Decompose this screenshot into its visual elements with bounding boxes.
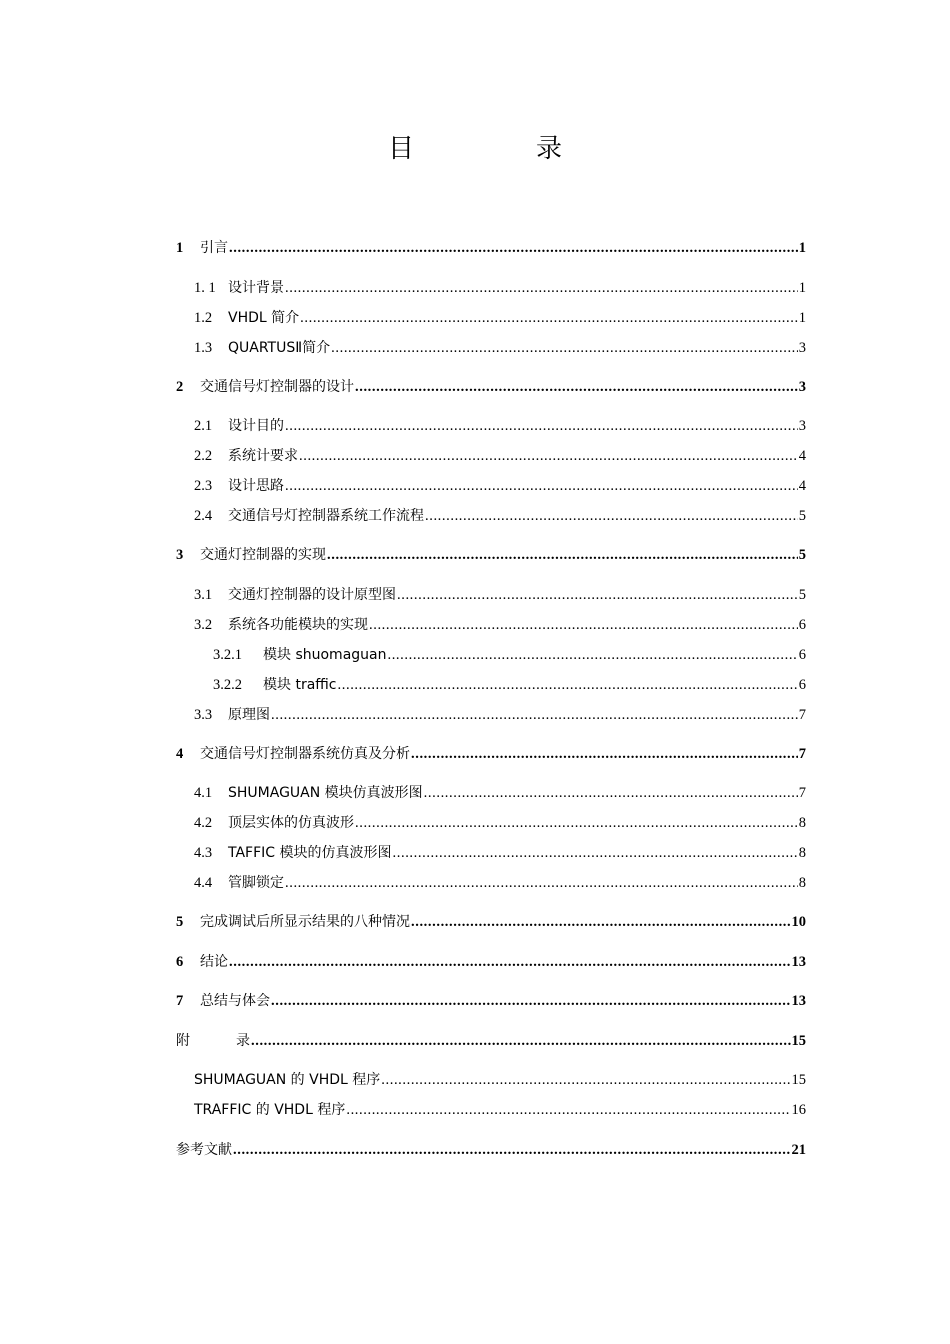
toc-dot-leader [338, 675, 798, 695]
toc-dot-leader [229, 952, 791, 972]
toc-dot-leader [271, 991, 791, 1011]
toc-dot-leader [251, 1031, 791, 1051]
toc-entry[interactable] [194, 701, 806, 725]
toc-entry-page: 7 [798, 707, 806, 723]
toc-dot-leader [393, 843, 798, 863]
toc-entry[interactable] [176, 740, 806, 764]
toc-dot-leader [369, 615, 798, 635]
toc-entry-number: 7 [176, 993, 184, 1009]
toc-entry-page: 3 [798, 418, 806, 434]
toc-entry[interactable] [176, 373, 806, 397]
toc-entry-label: 管脚锁定 [228, 875, 284, 891]
toc-entry-page: 7 [798, 785, 806, 801]
toc-entry-label: TAFFIC 模块的仿真波形图 [228, 845, 392, 861]
toc-entry[interactable] [176, 1136, 806, 1160]
toc-entry-page: 4 [798, 478, 806, 494]
toc-entry-page: 6 [798, 617, 806, 633]
toc-entry-page: 5 [798, 508, 806, 524]
toc-entry-label: 设计目的 [228, 418, 284, 434]
toc-entry[interactable] [194, 502, 806, 526]
toc-entry-label: QUARTUSⅡ简介 [228, 340, 331, 356]
toc-entry-page: 8 [798, 815, 806, 831]
toc-entry-page: 1 [798, 240, 806, 256]
toc-entry-number: 3 [176, 547, 184, 563]
toc-dot-leader [229, 238, 798, 258]
toc-entry-page: 21 [791, 1142, 806, 1158]
toc-dot-leader [424, 783, 798, 803]
toc-entry-label: 交通信号灯控制器的设计 [200, 379, 354, 395]
toc-entry-number: 3.2.1 [213, 647, 242, 663]
toc-entry-label: 交通灯控制器的设计原型图 [228, 587, 396, 603]
toc-entry-page: 13 [791, 954, 806, 970]
toc-entry-number: 2.3 [194, 478, 213, 494]
toc-dot-leader [299, 446, 798, 466]
toc-dot-leader [425, 506, 798, 526]
toc-entry-page: 3 [798, 340, 806, 356]
toc-dot-leader [397, 585, 798, 605]
toc-entry-page: 13 [791, 993, 806, 1009]
toc-entry-number: 1.2 [194, 310, 213, 326]
toc-entry-number: 1. 1 [194, 280, 216, 296]
toc-entry-label: SHUMAGUAN 模块仿真波形图 [228, 785, 423, 801]
toc-entry-label: 引言 [200, 240, 228, 256]
toc-entry-number: 4.2 [194, 815, 213, 831]
toc-entry-number: 6 [176, 954, 184, 970]
toc-entry-page: 10 [791, 914, 806, 930]
toc-entry[interactable] [213, 641, 806, 665]
toc-entry-number: 2 [176, 379, 184, 395]
toc-entry[interactable] [176, 541, 806, 565]
toc-entry[interactable] [194, 581, 806, 605]
toc-entry-label: 模块 shuomaguan [263, 647, 387, 663]
toc-dot-leader [355, 813, 798, 833]
toc-entry-label: SHUMAGUAN 的 VHDL 程序 [194, 1072, 381, 1088]
toc-dot-leader [355, 377, 798, 397]
toc-dot-leader [411, 912, 791, 932]
toc-entry-label: 参考文献 [176, 1142, 232, 1158]
toc-entry-page: 8 [798, 875, 806, 891]
toc-dot-leader [300, 308, 798, 328]
toc-entry-number: 5 [176, 914, 184, 930]
toc-entry-label: 完成调试后所显示结果的八种情况 [200, 914, 410, 930]
toc-entry-number: 3.1 [194, 587, 213, 603]
toc-entry-page: 15 [791, 1033, 806, 1049]
toc-entry-label: VHDL 简介 [228, 310, 300, 326]
toc-entry-number: 1.3 [194, 340, 213, 356]
toc-entry-label: TRAFFIC 的 VHDL 程序 [194, 1102, 346, 1118]
toc-entry-label: 模块 traffic [263, 677, 337, 693]
toc-entry-page: 1 [798, 280, 806, 296]
toc-entry-number: 4.1 [194, 785, 213, 801]
toc-dot-leader [346, 1100, 790, 1120]
toc-entry-page: 6 [798, 677, 806, 693]
toc-entry-label: 系统各功能模块的实现 [228, 617, 368, 633]
toc-entry[interactable] [194, 779, 806, 803]
toc-entry[interactable] [194, 442, 806, 466]
toc-entry[interactable] [194, 1096, 806, 1120]
toc-entry-page: 8 [798, 845, 806, 861]
toc-entry-label: 交通信号灯控制器系统仿真及分析 [200, 746, 410, 762]
toc-entry-label: 顶层实体的仿真波形 [228, 815, 354, 831]
toc-entry[interactable] [176, 234, 806, 258]
toc-entry-number: 3.3 [194, 707, 213, 723]
toc-dot-leader [285, 476, 798, 496]
toc-entry-page: 6 [798, 647, 806, 663]
toc-entry-number: 1 [176, 240, 184, 256]
toc-dot-leader [285, 278, 798, 298]
toc-entry[interactable] [194, 839, 806, 863]
toc-entry-page: 3 [798, 379, 806, 395]
toc-entry-number: 4.4 [194, 875, 213, 891]
toc-entry-page: 16 [791, 1102, 806, 1118]
toc-entry[interactable] [194, 869, 806, 893]
toc-entry-page: 5 [798, 587, 806, 603]
toc-entry[interactable] [194, 611, 806, 635]
toc-entry[interactable] [194, 412, 806, 436]
toc-dot-leader [271, 705, 798, 725]
toc-dot-leader [285, 416, 798, 436]
toc-entry-number: 3.2 [194, 617, 213, 633]
toc-entry-page: 1 [798, 310, 806, 326]
toc-entry[interactable] [176, 908, 806, 932]
toc-entry-label: 交通灯控制器的实现 [200, 547, 326, 563]
toc-entry-number: 2.4 [194, 508, 213, 524]
toc-entry-number: 3.2.2 [213, 677, 242, 693]
toc-entry-label: 录 [236, 1033, 250, 1049]
toc-entry-page: 5 [798, 547, 806, 563]
toc-entry-page: 15 [791, 1072, 806, 1088]
toc-entry[interactable] [213, 671, 806, 695]
toc-entry[interactable] [194, 274, 806, 298]
toc-entry-number: 附 [176, 1033, 190, 1049]
toc-dot-leader [327, 545, 798, 565]
toc-entry-number: 4.3 [194, 845, 213, 861]
toc-dot-leader [285, 873, 798, 893]
toc-entry-page: 4 [798, 448, 806, 464]
toc-dot-leader [233, 1140, 791, 1160]
toc-entry-number: 2.2 [194, 448, 213, 464]
toc-entry-label: 原理图 [228, 707, 270, 723]
toc-entry-label: 设计思路 [228, 478, 284, 494]
toc-entry[interactable] [194, 1066, 806, 1090]
toc-entry-number: 2.1 [194, 418, 213, 434]
toc-entry-label: 设计背景 [228, 280, 284, 296]
toc-entry[interactable] [194, 304, 806, 328]
toc-entry-label: 结论 [200, 954, 228, 970]
toc-entry-label: 总结与体会 [200, 993, 270, 1009]
toc-entry-page: 7 [798, 746, 806, 762]
toc-dot-leader [331, 338, 798, 358]
toc-entry[interactable] [176, 948, 806, 972]
toc-dot-leader [381, 1070, 790, 1090]
toc-entry[interactable] [194, 809, 806, 833]
toc-entry[interactable] [176, 987, 806, 1011]
toc-dot-leader [411, 744, 798, 764]
toc-entry[interactable] [194, 334, 806, 358]
toc-entry[interactable] [176, 1027, 806, 1051]
page-title: 目 录 [387, 134, 610, 164]
toc-dot-leader [387, 645, 797, 665]
toc-entry-label: 系统计要求 [228, 448, 298, 464]
toc-entry-number: 4 [176, 746, 184, 762]
toc-entry[interactable] [194, 472, 806, 496]
toc-entry-label: 交通信号灯控制器系统工作流程 [228, 508, 424, 524]
